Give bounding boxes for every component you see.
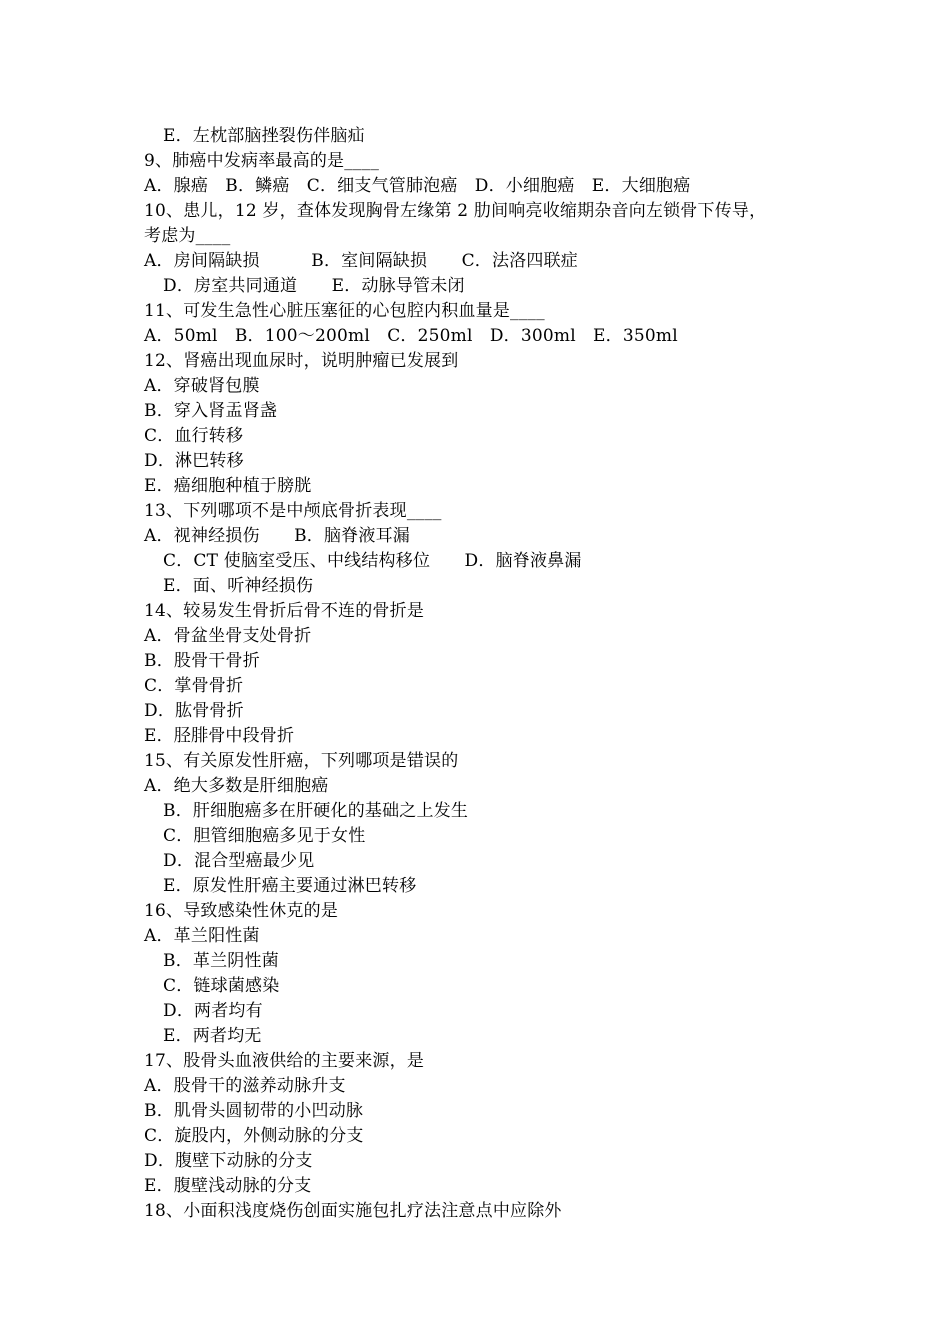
question-16: 16、导致感染性休克的是	[144, 901, 339, 921]
option-line: C．胆管细胞癌多见于女性	[163, 826, 366, 846]
option-line: A．绝大多数是肝细胞癌	[144, 776, 329, 796]
option-line: C．CT 使脑室受压、中线结构移位 D．脑脊液鼻漏	[163, 551, 582, 571]
option-line: A．革兰阳性菌	[144, 926, 260, 946]
question-18: 18、小面积浅度烧伤创面实施包扎疗法注意点中应除外	[144, 1201, 562, 1221]
option-line: E．癌细胞种植于膀胱	[144, 476, 312, 496]
option-line: C．血行转移	[144, 426, 244, 446]
option-line: D．淋巴转移	[144, 451, 244, 471]
option-line: A．视神经损伤 B．脑脊液耳漏	[144, 526, 410, 546]
option-line: C．旋股内，外侧动脉的分支	[144, 1126, 364, 1146]
option-line: B．革兰阴性菌	[163, 951, 279, 971]
option-line: B．肌骨头圆韧带的小凹动脉	[144, 1101, 364, 1121]
option-line: C．掌骨骨折	[144, 676, 244, 696]
question-9: 9、肺癌中发病率最高的是____	[144, 151, 380, 171]
option-line: D．肱骨骨折	[144, 701, 244, 721]
option-line: E．两者均无	[163, 1026, 262, 1046]
option-line: E．面、听神经损伤	[163, 576, 314, 596]
option-line: A．穿破肾包膜	[144, 376, 260, 396]
option-line: D．两者均有	[163, 1001, 263, 1021]
question-14: 14、较易发生骨折后骨不连的骨折是	[144, 601, 425, 621]
option-line: E．原发性肝癌主要通过淋巴转移	[163, 876, 417, 896]
options-10-b: D．房室共同通道 E．动脉导管未闭	[163, 276, 465, 296]
text-line: E．左枕部脑挫裂伤伴脑疝	[163, 126, 365, 146]
question-17: 17、股骨头血液供给的主要来源，是	[144, 1051, 425, 1071]
option-line: E．腹壁浅动脉的分支	[144, 1176, 312, 1196]
question-15: 15、有关原发性肝癌，下列哪项是错误的	[144, 751, 459, 771]
option-line: B．穿入肾盂肾盏	[144, 401, 278, 421]
options-11: A．50ml B．100～200ml C．250ml D．300ml E．350ml	[144, 326, 678, 346]
option-line: A．骨盆坐骨支处骨折	[144, 626, 312, 646]
option-line: A．股骨干的滋养动脉升支	[144, 1076, 346, 1096]
options-10-a: A．房间隔缺损 B．室间隔缺损 C．法洛四联症	[144, 251, 578, 271]
question-11: 11、可发生急性心脏压塞征的心包腔内积血量是____	[144, 301, 545, 321]
option-line: D．腹壁下动脉的分支	[144, 1151, 313, 1171]
option-line: B．股骨干骨折	[144, 651, 260, 671]
question-12: 12、肾癌出现血尿时，说明肿瘤已发展到	[144, 351, 459, 371]
option-line: D．混合型癌最少见	[163, 851, 315, 871]
document-page	[144, 124, 824, 1224]
option-line: E．胫腓骨中段骨折	[144, 726, 295, 746]
question-10: 10、患儿，12 岁，查体发现胸骨左缘第 2 肋间响亮收缩期杂音向左锁骨下传导，	[144, 201, 767, 221]
option-line: C．链球菌感染	[163, 976, 280, 996]
question-10-cont: 考虑为____	[144, 226, 231, 246]
option-line: B．肝细胞癌多在肝硬化的基础之上发生	[163, 801, 469, 821]
question-13: 13、下列哪项不是中颅底骨折表现____	[144, 501, 442, 521]
options-9: A．腺癌 B．鳞癌 C．细支气管肺泡癌 D．小细胞癌 E．大细胞癌	[144, 176, 691, 196]
